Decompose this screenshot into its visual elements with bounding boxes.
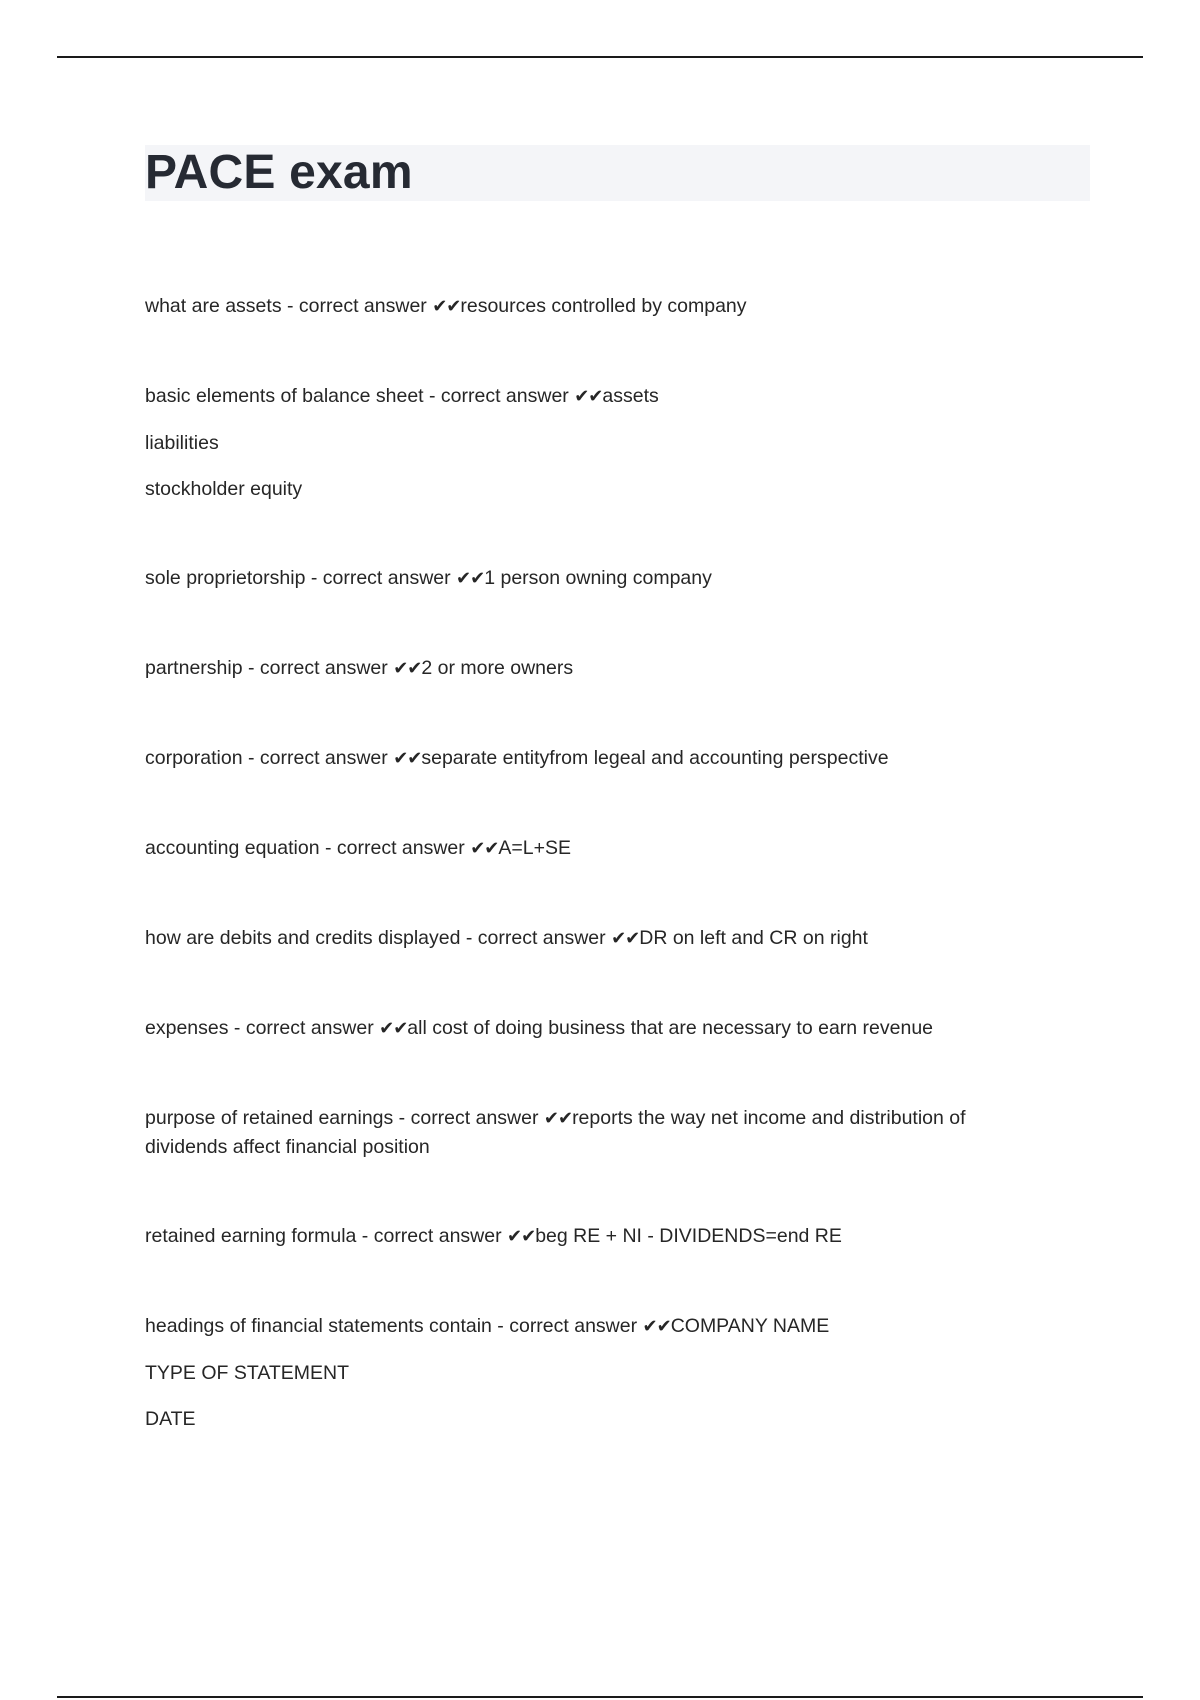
- question-text: purpose of retained earnings: [145, 1107, 394, 1129]
- qa-entry: [145, 1104, 1045, 1161]
- question-text: how are debits and credits displayed: [145, 927, 461, 949]
- answer-separator: - correct answer: [491, 1315, 643, 1337]
- answer-text: reports the way net income and distribution of dividends affect financial position: [145, 1107, 971, 1158]
- qa-entry: [145, 292, 1045, 321]
- qa-list: [145, 292, 1045, 1494]
- double-check-icon: ✔✔: [379, 1018, 408, 1039]
- answer-separator: - correct answer: [356, 1225, 508, 1247]
- qa-line: [145, 1222, 1045, 1251]
- double-check-icon: ✔✔: [611, 928, 640, 949]
- qa-entry: [145, 1014, 1045, 1043]
- qa-entry: [145, 1222, 1045, 1251]
- double-check-icon: ✔✔: [456, 568, 485, 589]
- qa-entry: [145, 924, 1045, 953]
- question-text: corporation: [145, 747, 243, 769]
- top-rule: [57, 56, 1143, 58]
- answer-separator: - correct answer: [281, 295, 433, 317]
- answer-text: 2 or more owners: [421, 657, 574, 679]
- question-text: expenses: [145, 1017, 229, 1039]
- qa-line: [145, 744, 1045, 773]
- answer-text: beg RE + NI - DIVIDENDS=end RE: [535, 1225, 842, 1247]
- qa-line: [145, 654, 1045, 683]
- answer-separator: - correct answer: [305, 567, 457, 589]
- page-title: PACE exam: [145, 146, 413, 199]
- answer-text: resources controlled by company: [460, 295, 747, 317]
- answer-text: DR on left and CR on right: [639, 927, 868, 949]
- answer-text: A=L+SE: [498, 837, 571, 859]
- double-check-icon: ✔✔: [432, 296, 461, 317]
- question-text: basic elements of balance sheet: [145, 385, 424, 407]
- answer-text: COMPANY NAME: [670, 1315, 830, 1337]
- qa-line: [145, 382, 1045, 411]
- qa-line: [145, 1014, 1045, 1043]
- answer-separator: - correct answer: [423, 385, 575, 407]
- double-check-icon: ✔✔: [642, 1316, 671, 1337]
- question-text: sole proprietorship: [145, 567, 306, 589]
- qa-entry: [145, 834, 1045, 863]
- qa-line: [145, 564, 1045, 593]
- qa-entry: [145, 744, 1045, 773]
- qa-line: [145, 1104, 1045, 1161]
- bottom-rule: [57, 1696, 1143, 1698]
- answer-continuation-line: TYPE OF STATEMENT: [145, 1362, 350, 1384]
- question-text: headings of financial statements contain: [145, 1315, 492, 1337]
- question-text: partnership: [145, 657, 243, 679]
- qa-line: [145, 834, 1045, 863]
- answer-continuation-line: stockholder equity: [145, 478, 303, 500]
- question-text: accounting equation: [145, 837, 320, 859]
- answer-text: all cost of doing business that are necessary to earn revenue: [407, 1017, 934, 1039]
- answer-separator: - correct answer: [393, 1107, 544, 1129]
- answer-separator: - correct answer: [242, 657, 394, 679]
- double-check-icon: ✔✔: [507, 1226, 536, 1247]
- double-check-icon: ✔✔: [543, 1108, 573, 1129]
- double-check-icon: ✔✔: [574, 386, 603, 407]
- answer-text: separate entityfrom legeal and accounting perspective: [421, 747, 889, 769]
- qa-line: [145, 924, 1045, 953]
- question-text: what are assets: [145, 295, 282, 317]
- double-check-icon: ✔✔: [393, 658, 422, 679]
- qa-entry: [145, 382, 1045, 503]
- qa-entry: [145, 1312, 1045, 1433]
- answer-text: 1 person owning company: [484, 567, 712, 589]
- answer-separator: - correct answer: [242, 747, 394, 769]
- double-check-icon: ✔✔: [393, 748, 422, 769]
- qa-entry: [145, 654, 1045, 683]
- answer-text: assets: [602, 385, 659, 407]
- qa-line: [145, 292, 1045, 321]
- question-text: retained earning formula: [145, 1225, 357, 1247]
- qa-line: [145, 1312, 1045, 1341]
- qa-entry: [145, 564, 1045, 593]
- answer-separator: - correct answer: [228, 1017, 380, 1039]
- answer-separator: - correct answer: [319, 837, 471, 859]
- answer-continuation-line: DATE: [145, 1408, 196, 1430]
- answer-separator: - correct answer: [460, 927, 612, 949]
- double-check-icon: ✔✔: [470, 838, 499, 859]
- answer-continuation-line: liabilities: [145, 432, 219, 454]
